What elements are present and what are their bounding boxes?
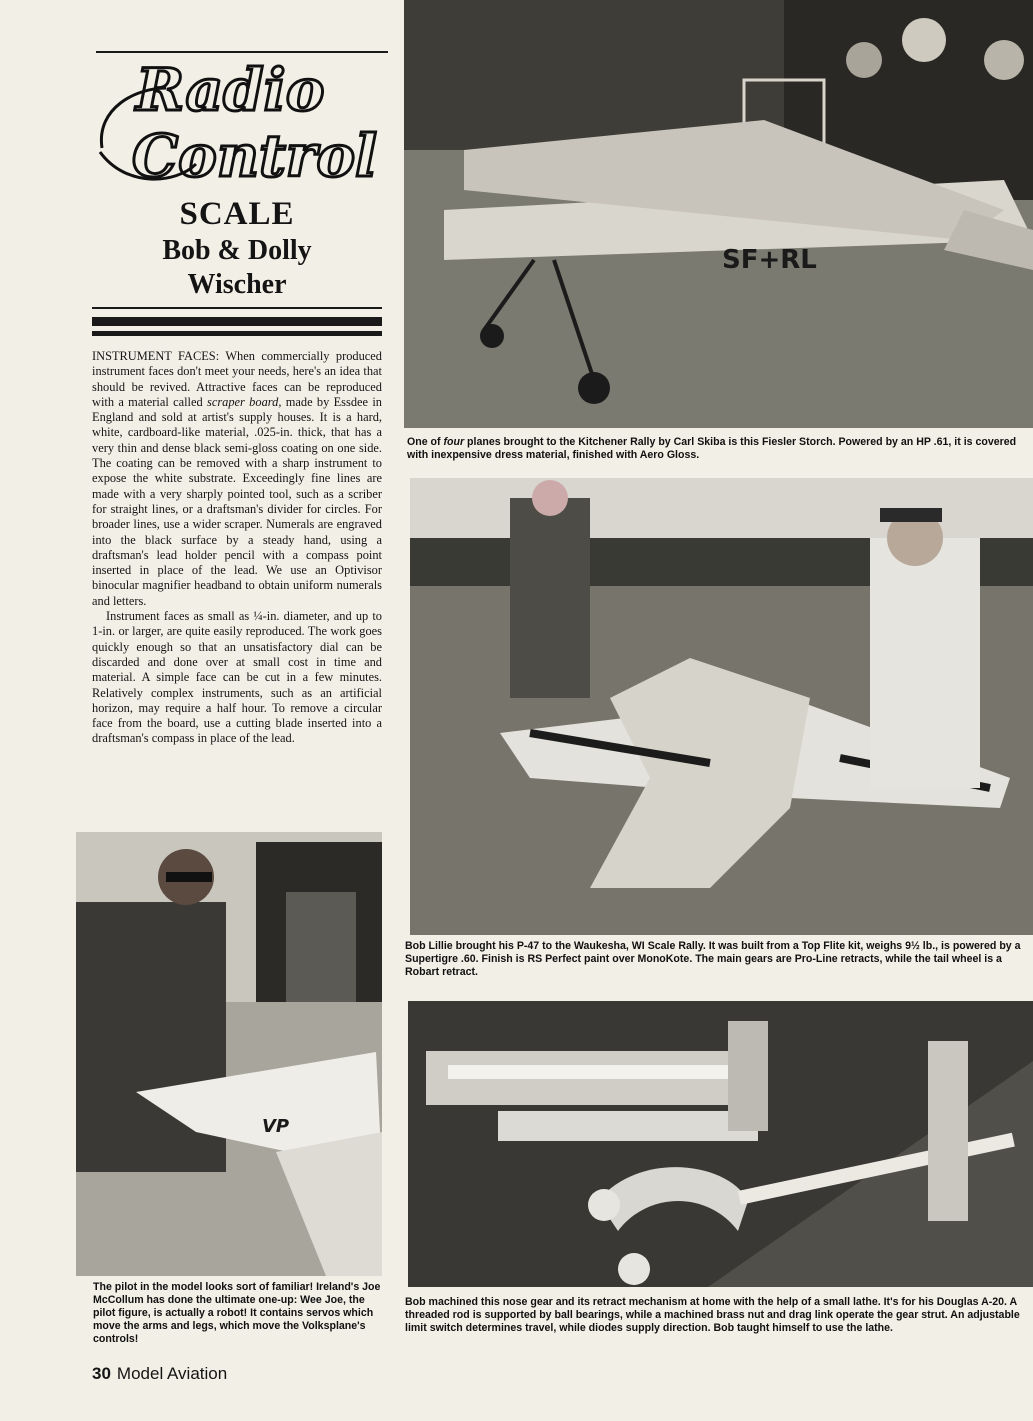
header-thin-rule (92, 307, 382, 309)
caption-nose-gear: Bob machined this nose gear and its retract mechanism at home with the help of a small lathe. It's for his Douglas A-20. A threaded rod is supported by ball bearings, while a machined brass nut and drag link operate the gear strut. An adjustable limit switch determines travel, while diodes supply direction. Bob taught himself to use the lathe. (405, 1296, 1020, 1334)
photo-nose-gear (408, 1001, 1033, 1287)
paragraph-instrument-sizes: Instrument faces as small as ¼-in. diameter, and up to 1-in. or larger, are quite easily reproduced. The work goes quickly enough so that an unsatisfactory dial can be discarded and done over at small cost in time and material. A simple face can be cut in a few minutes. Relatively complex instruments, such as an artificial horizon, may require a half hour. To remove a circular face from the board, use a cutting blade inserted into a draftsman's compass in place of the lead. (92, 609, 382, 746)
photo-volksplane-pilot (76, 832, 382, 1276)
caption-p47: Bob Lillie brought his P-47 to the Waukesha, WI Scale Rally. It was built from a Top Flite kit, weighs 9½ lb., is powered by a Supertigre .60. Finish is RS Perfect paint over MonoKote. The main gears are Pro-Line retracts, while the tail wheel is a Robart retract. (405, 940, 1021, 978)
page-footer (92, 1364, 227, 1384)
column-kicker: SCALE (179, 196, 295, 232)
radio-control-logo (96, 48, 386, 198)
magazine-name: Model Aviation (116, 1364, 228, 1383)
paragraph-instrument-faces: INSTRUMENT FACES: When commercially produced instrument faces don't meet your needs, here's an idea that should be revived. Attractive faces can be reproduced with a material called scraper board, made by Essdee in England and sold at artist's supply houses. It is a hard, white, cardboard-like material, .025-in. thick, that has a very thin and dense black semi-gloss coating on one side. The coating can be removed with a sharp instrument to expose the white substrate. Exceedingly fine lines are made with a very sharply pointed tool, such as a scriber for straight lines, or a draftsman's divider for circles. For broader lines, use a wider scraper. Numerals are engraved into the black surface by a steady hand, using a draftsman's lead holder pencil with a compass point inserted in place of the lead. We use an Optivisor binocular magnifier headband to obtain uniform numerals and letters. (92, 349, 382, 608)
page-number: 30 (92, 1364, 111, 1383)
caption-fiesler-storch: One of four planes brought to the Kitchener Rally by Carl Skiba is this Fiesler Storch. Powered by an HP .61, it is covered with inexpensive dress material, finished with Aero Gloss. (407, 436, 1017, 461)
photo-p47 (410, 478, 1033, 935)
column-author-line-1: Bob & Dolly (162, 235, 312, 266)
logo-word-radio: Radio (136, 56, 325, 124)
header-thick-rule-2 (92, 331, 382, 336)
header-thick-rule-1 (92, 317, 382, 326)
logo-word-control: Control (132, 122, 378, 190)
article-body (92, 349, 382, 747)
caption-pilot: The pilot in the model looks sort of familiar! Ireland's Joe McCollum has done the ultimate one-up: Wee Joe, the pilot figure, is actually a robot! It contains servos which move the arms and legs, which move the Volksplane's controls! (93, 1281, 381, 1345)
storch-fuselage-markings: SF+RL (722, 245, 817, 275)
photo-fiesler-storch (404, 0, 1033, 428)
volksplane-markings: VP (262, 1116, 290, 1137)
column-author-line-2: Wischer (187, 269, 287, 300)
